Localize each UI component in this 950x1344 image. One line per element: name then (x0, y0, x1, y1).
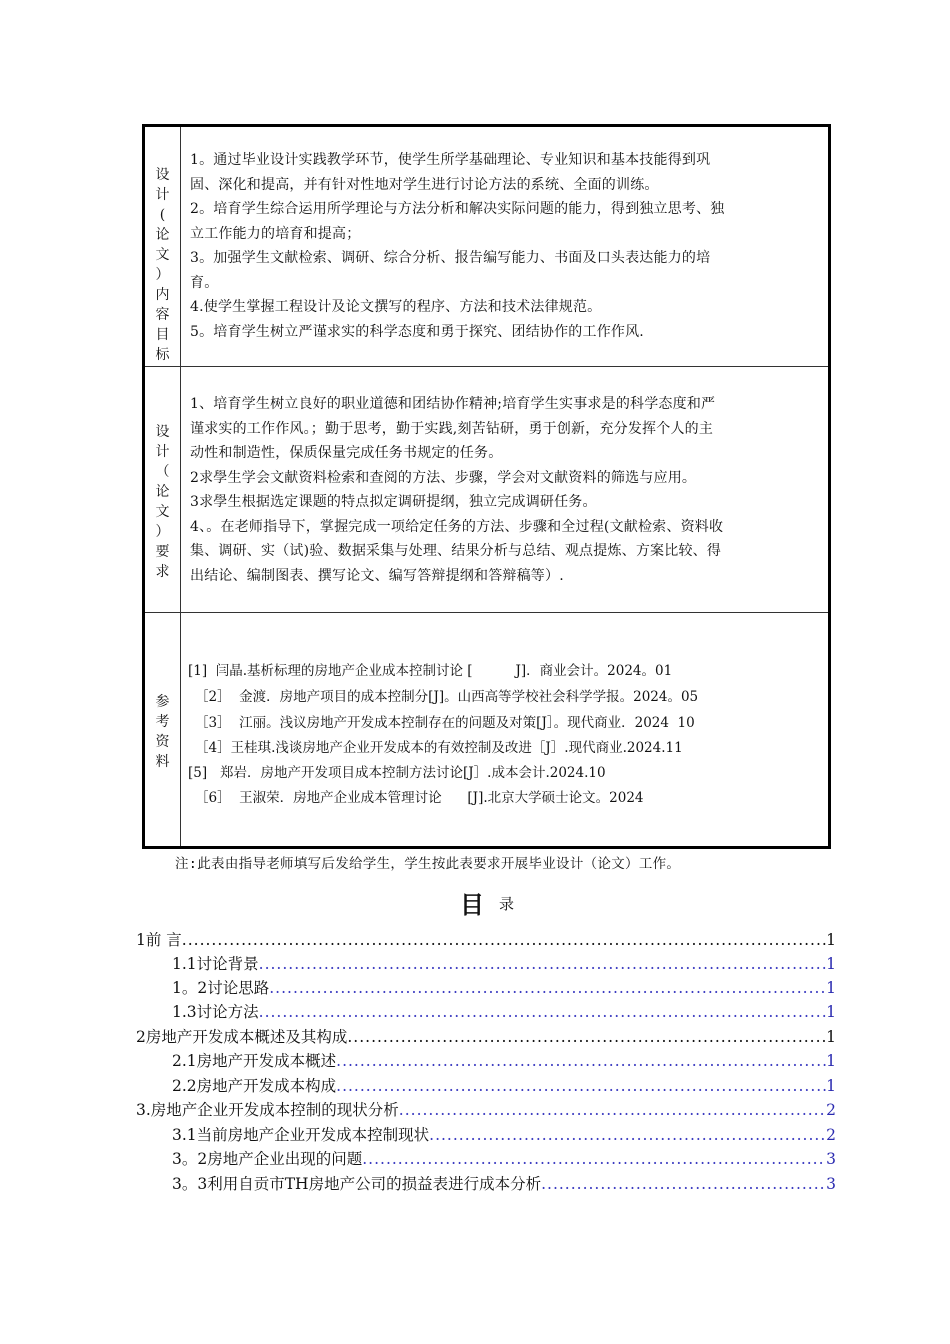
toc-entry[interactable]: 3.房地产企业开发成本控制的现状分析 ..... 2 (136, 1098, 836, 1120)
row-divider (145, 612, 828, 613)
goals-text: 1。通过毕业设计实践教学环节，使学生所学基础理论、专业知识和基本技能得到巩 固、深化和提高，并有针对性地对学生进行讨论方法的系统、全面的训练。 2。培育学生综合运用所学理论与方法分析和解决实际问题的能力，得到独立思考、独 立工作能力的培育和提高； 3。加强学生文献检索、调研、综合分析、报告编写能力、书面及口头表达能力的培 育。 4.使学生掌握工程设计及论文撰写的程序、方法和技术法律规范。 5。培育学生树立严谨求实的科学态度和勇于探究、团结协作的工作作风. (190, 152, 725, 340)
task-table (142, 124, 831, 849)
reference-item: ［4］王桂琪.浅谈房地产企业开发成本的有效控制及改进［J］.现代商业.2024.11 (195, 740, 683, 756)
toc-title-suffix: 录 (499, 895, 515, 913)
toc-entry[interactable]: 3。2房地产企业出现的问题 ..... 3 (172, 1147, 836, 1169)
toc-entry[interactable]: 3.1当前房地产企业开发成本控制现状 ..... 2 (172, 1123, 836, 1145)
column-divider (180, 127, 181, 846)
toc-title: 目 (460, 891, 484, 919)
requirements-label: 设 计 （ 论 文 ） 要 求 (155, 424, 170, 580)
requirements-text: 1、培育学生树立良好的职业道德和团结协作精神;培育学生实事求是的科学态度和严 谨求实的工作作风。；勤于思考，勤于实践,刻苦钻研，勇于创新，充分发挥个人的主 动性和制造性，保质保量完成任务书规定的任务。 2求學生学会文献资料检索和查阅的方法、步骤，学会对文献资料的筛选与应用。 3求學生根据选定课题的特点拟定调研提纲，独立完成调研任务。 4、。在老师指导下，掌握完成一项给定任务的方法、步骤和全过程(文献检索、资料收 集、调研、实（试)验、数据采集与处理、结果分析与总结、观点提炼、方案比较、得 出结论、编制图表、撰写论文、编写答辩提纲和答辩稿等）. (190, 396, 724, 584)
table-note: 注:此表由指导老师填写后发给学生，学生按此表要求开展毕业设计（论文）工作。 (175, 856, 681, 872)
toc-entry[interactable]: 2.1房地产开发成本概述 ..... 1 (172, 1049, 836, 1071)
toc-entry[interactable]: 1前 言 ..... 1 (136, 928, 836, 950)
row-divider (145, 366, 828, 367)
reference-item: [5] 郑岩．房地产开发项目成本控制方法讨论[J］.成本会计.2024.10 (188, 765, 606, 781)
references-label: 参 考 资 料 (155, 694, 170, 770)
goals-label: 设 计 ( 论 文 ） 内 容 目 标 (155, 167, 170, 363)
reference-item: ［6］ 王淑荣．房地产企业成本管理讨论 [J].北京大学硕士论文。2024 (195, 790, 644, 806)
toc-entry[interactable]: 2房地产开发成本概述及其构成 ..... 1 (136, 1025, 836, 1047)
toc-entry[interactable]: 1.3讨论方法 ..... 1 (172, 1000, 836, 1022)
toc-entry[interactable]: 2.2房地产开发成本构成 ..... 1 (172, 1074, 836, 1096)
reference-item: ［2］ 金渡．房地产项目的成本控制分[J]。山西高等学校社会科学学报。2024。05 (195, 689, 699, 705)
toc-entry[interactable]: 3。3利用自贡市TH房地产公司的损益表进行成本分析 ..... 3 (172, 1172, 836, 1194)
toc-entry[interactable]: 1.1讨论背景 ..... 1 (172, 952, 836, 974)
toc-entry[interactable]: 1。2讨论思路 ..... 1 (172, 976, 836, 998)
reference-item: ［3］ 江丽。浅议房地产开发成本控制存在的问题及对策[J］。现代商业．2024 10 (195, 715, 695, 731)
reference-item: [1] 闫晶.基析标理的房地产企业成本控制讨论 [ J]．商业会计。2024。01 (188, 663, 673, 679)
